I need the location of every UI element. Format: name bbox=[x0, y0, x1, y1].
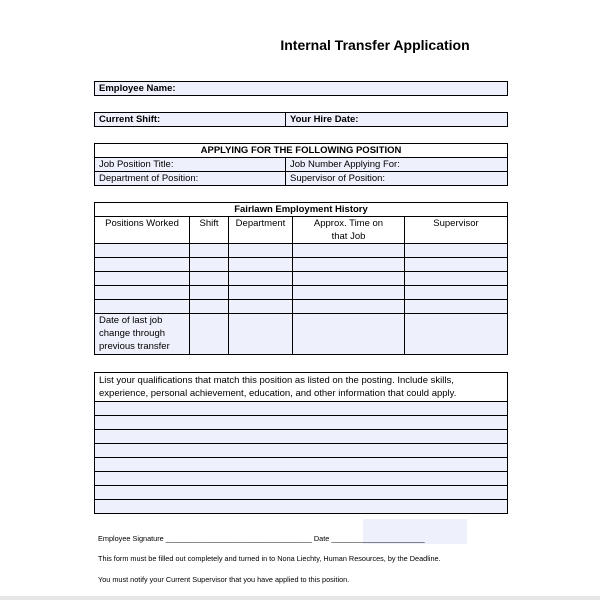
history-cell[interactable] bbox=[229, 300, 293, 314]
qualification-line[interactable] bbox=[95, 458, 508, 472]
qualification-line[interactable] bbox=[95, 472, 508, 486]
history-cell[interactable] bbox=[405, 300, 508, 314]
signature-row bbox=[98, 534, 425, 543]
position-supervisor-label: Supervisor of Position: bbox=[290, 173, 386, 184]
history-cell[interactable] bbox=[229, 272, 293, 286]
deadline-note: This form must be filled out completely and turned in to Nona Liechty, Human Resources, by the Deadline. bbox=[98, 554, 441, 563]
job-number-label: Job Number Applying For: bbox=[290, 159, 400, 170]
history-cell[interactable] bbox=[229, 286, 293, 300]
history-cell[interactable] bbox=[229, 244, 293, 258]
qualification-row bbox=[95, 472, 508, 486]
history-cell[interactable] bbox=[190, 244, 229, 258]
date-line[interactable]: _______________________ bbox=[331, 534, 425, 543]
history-cell[interactable] bbox=[405, 272, 508, 286]
qualification-line[interactable] bbox=[95, 500, 508, 514]
qualification-row bbox=[95, 500, 508, 514]
qualification-row bbox=[95, 458, 508, 472]
history-cell[interactable] bbox=[95, 272, 190, 286]
current-shift-label: Current Shift: bbox=[99, 114, 161, 125]
qualification-line[interactable] bbox=[95, 416, 508, 430]
history-cell[interactable] bbox=[190, 286, 229, 300]
employee-name-label: Employee Name: bbox=[99, 83, 176, 94]
history-cell[interactable] bbox=[293, 258, 405, 272]
qualification-row bbox=[95, 444, 508, 458]
history-row bbox=[95, 258, 508, 272]
employee-name-field[interactable] bbox=[95, 82, 508, 96]
page-title: Internal Transfer Application bbox=[280, 37, 470, 53]
qualification-row bbox=[95, 402, 508, 416]
job-number-field[interactable] bbox=[286, 158, 508, 172]
history-heading: Fairlawn Employment History bbox=[95, 203, 508, 217]
department-field[interactable] bbox=[95, 172, 286, 186]
history-cell[interactable] bbox=[293, 314, 405, 355]
history-cell[interactable] bbox=[95, 300, 190, 314]
hire-date-field[interactable] bbox=[286, 113, 508, 127]
qualification-row bbox=[95, 416, 508, 430]
current-shift-field[interactable] bbox=[95, 113, 286, 127]
qualification-line[interactable] bbox=[95, 486, 508, 500]
column-header: Positions Worked bbox=[95, 217, 190, 244]
history-cell[interactable] bbox=[95, 244, 190, 258]
qualification-line[interactable] bbox=[95, 444, 508, 458]
column-header: Department bbox=[229, 217, 293, 244]
history-row bbox=[95, 244, 508, 258]
qualification-line[interactable] bbox=[95, 430, 508, 444]
column-header: Approx. Time on that Job bbox=[293, 217, 405, 244]
department-label: Department of Position: bbox=[99, 173, 199, 184]
employee-name-table bbox=[94, 81, 508, 96]
qualifications-table bbox=[94, 372, 508, 514]
page-edge bbox=[0, 596, 600, 600]
history-cell[interactable] bbox=[190, 272, 229, 286]
date-label: Date bbox=[313, 534, 330, 543]
employment-history-table bbox=[94, 202, 508, 355]
history-row bbox=[95, 300, 508, 314]
history-row bbox=[95, 272, 508, 286]
column-header: Supervisor bbox=[405, 217, 508, 244]
history-cell[interactable] bbox=[293, 300, 405, 314]
history-cell[interactable] bbox=[405, 314, 508, 355]
last-transfer-label: Date of last job change through previous transfer bbox=[95, 314, 190, 355]
history-cell[interactable] bbox=[405, 244, 508, 258]
history-cell[interactable] bbox=[229, 258, 293, 272]
job-title-field[interactable] bbox=[95, 158, 286, 172]
qualifications-prompt: List your qualifications that match this position as listed on the posting. Include skills, experience, personal achievement, education, and other information that could apply. bbox=[95, 373, 508, 402]
history-cell[interactable] bbox=[95, 258, 190, 272]
history-cell[interactable] bbox=[95, 286, 190, 300]
job-title-label: Job Position Title: bbox=[99, 159, 174, 170]
qualification-row bbox=[95, 430, 508, 444]
hire-date-label: Your Hire Date: bbox=[290, 114, 359, 125]
history-cell[interactable] bbox=[293, 244, 405, 258]
history-cell[interactable] bbox=[190, 258, 229, 272]
history-cell[interactable] bbox=[293, 286, 405, 300]
history-cell[interactable] bbox=[293, 272, 405, 286]
history-cell[interactable] bbox=[229, 314, 293, 355]
supervisor-note: You must notify your Current Supervisor that you have applied to this position. bbox=[98, 575, 350, 584]
history-row bbox=[95, 286, 508, 300]
position-table bbox=[94, 143, 508, 186]
column-header: Shift bbox=[190, 217, 229, 244]
signature-line[interactable]: ____________________________________ bbox=[165, 534, 312, 543]
history-cell[interactable] bbox=[405, 258, 508, 272]
qualification-line[interactable] bbox=[95, 402, 508, 416]
history-cell[interactable] bbox=[405, 286, 508, 300]
shift-hire-table bbox=[94, 112, 508, 127]
history-cell[interactable] bbox=[190, 314, 229, 355]
position-supervisor-field[interactable] bbox=[286, 172, 508, 186]
history-cell[interactable] bbox=[190, 300, 229, 314]
signature-label: Employee Signature bbox=[98, 534, 164, 543]
qualification-row bbox=[95, 486, 508, 500]
position-heading: APPLYING FOR THE FOLLOWING POSITION bbox=[95, 144, 508, 158]
